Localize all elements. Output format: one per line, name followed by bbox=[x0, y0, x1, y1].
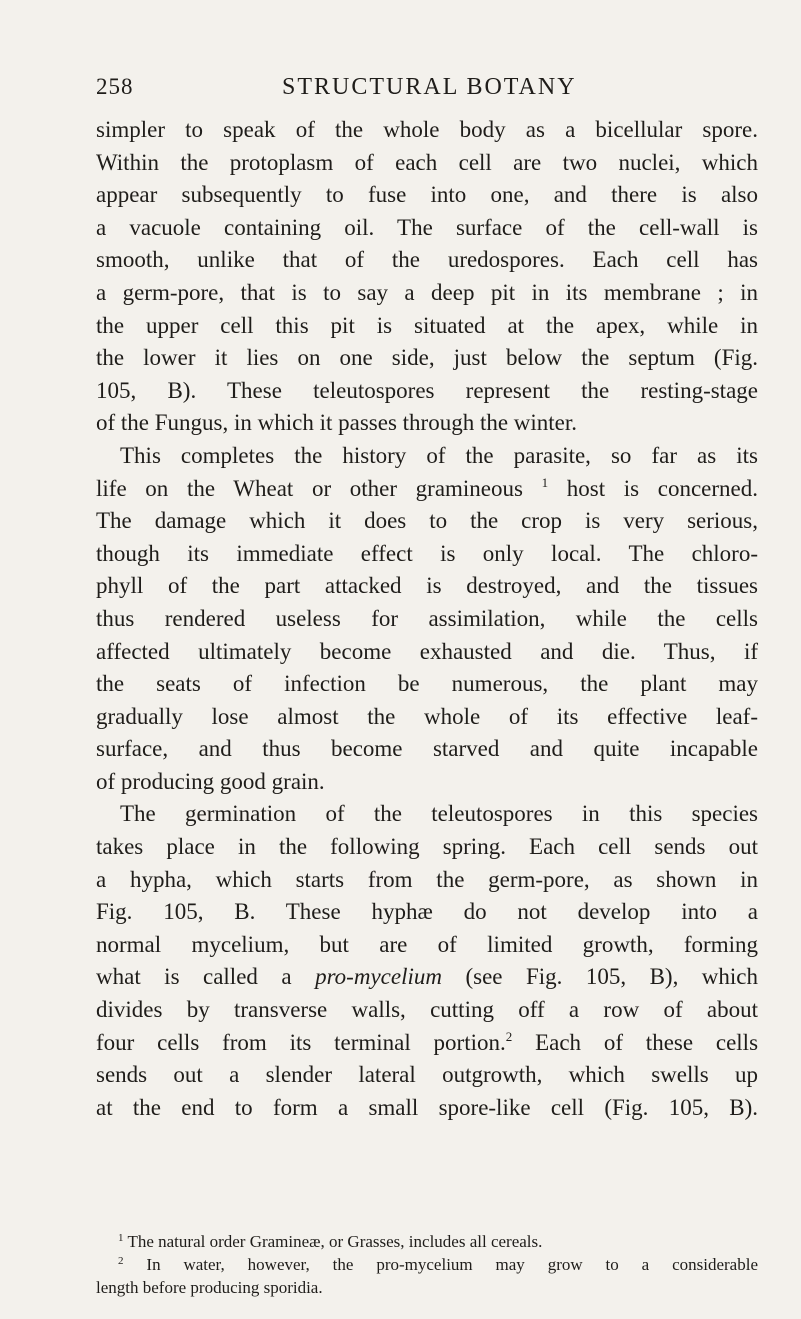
text-fragment: (see Fig. 105, B), which bbox=[465, 964, 759, 990]
text-line: the upper cell this pit is situated at the apex, while in bbox=[96, 312, 758, 338]
text-line: a hypha, which starts from the germ-pore, as shown in bbox=[96, 866, 758, 892]
text-line: of the Fungus, in which it passes through the winter. bbox=[96, 410, 578, 436]
text-fragment: four cells from its terminal portion. bbox=[96, 1029, 506, 1055]
text-line: though its immediate effect is only local. The chloro- bbox=[96, 540, 758, 566]
footnote-text: In water, however, the pro-mycelium may grow to a considerable bbox=[146, 1255, 758, 1274]
text-line: a vacuole containing oil. The surface of the cell-wall is bbox=[96, 214, 758, 240]
text-line bbox=[96, 473, 758, 506]
text-line bbox=[96, 961, 758, 994]
text-line: This completes the history of the parasite, so far as its bbox=[120, 442, 758, 468]
text-line: thus rendered useless for assimilation, while the cells bbox=[96, 605, 758, 631]
text-line bbox=[96, 1027, 758, 1060]
text-line: takes place in the following spring. Each cell sends out bbox=[96, 834, 758, 860]
text-line: gradually lose almost the whole of its effective leaf- bbox=[96, 703, 758, 729]
italic-term: pro-mycelium bbox=[315, 964, 442, 990]
footnote-ref: 2 bbox=[505, 1028, 513, 1044]
text-line: a germ-pore, that is to say a deep pit in its membrane ; in bbox=[96, 279, 758, 305]
text-line: The damage which it does to the crop is very serious, bbox=[96, 508, 758, 534]
text-line: normal mycelium, but are of limited growth, forming bbox=[96, 931, 758, 957]
text-line: 105, B). These teleutospores represent the resting-stage bbox=[96, 377, 758, 403]
text-line: at the end to form a small spore-like cell (Fig. 105, B). bbox=[96, 1094, 758, 1120]
body-text bbox=[96, 114, 758, 1124]
text-line: of producing good grain. bbox=[96, 768, 325, 794]
text-fragment: host is concerned. bbox=[566, 475, 759, 501]
footnote bbox=[96, 1253, 758, 1276]
text-line: phyll of the part attacked is destroyed, and the tissues bbox=[96, 573, 758, 599]
text-line: smooth, unlike that of the uredospores. Each cell has bbox=[96, 247, 758, 273]
footnote-mark: 1 bbox=[118, 1232, 124, 1244]
text-line: Fig. 105, B. These hyphæ do not develop into a bbox=[96, 899, 758, 925]
footnote bbox=[96, 1230, 758, 1253]
page-header bbox=[96, 74, 726, 108]
text-line: affected ultimately become exhausted and die. Thus, if bbox=[96, 638, 758, 664]
text-line: divides by transverse walls, cutting off a row of about bbox=[96, 997, 758, 1023]
text-line: Within the protoplasm of each cell are two nuclei, which bbox=[96, 149, 758, 175]
text-fragment: Each of these cells bbox=[535, 1029, 759, 1055]
text-fragment: life on the Wheat or other gramineous bbox=[96, 475, 523, 501]
footnote-ref: 1 bbox=[541, 474, 549, 490]
text-line: surface, and thus become starved and quite incapable bbox=[96, 736, 758, 762]
text-line: the lower it lies on one side, just below the septum (Fig. bbox=[96, 345, 758, 371]
footnote-mark: 2 bbox=[118, 1255, 124, 1267]
text-line: the seats of infection be numerous, the plant may bbox=[96, 671, 758, 697]
footnote-continuation: length before producing sporidia. bbox=[96, 1278, 323, 1297]
running-head: STRUCTURAL BOTANY bbox=[282, 74, 577, 100]
text-line: simpler to speak of the whole body as a bicellular spore. bbox=[96, 117, 758, 142]
page-number: 258 bbox=[96, 74, 134, 99]
footnotes bbox=[96, 1230, 758, 1299]
text-line: sends out a slender lateral outgrowth, which swells up bbox=[96, 1062, 758, 1088]
text-fragment: what is called a bbox=[96, 964, 292, 990]
text-line: The germination of the teleutospores in this species bbox=[120, 801, 758, 827]
footnote-text: The natural order Gramineæ, or Grasses, includes all cereals. bbox=[127, 1232, 543, 1251]
text-line: appear subsequently to fuse into one, and there is also bbox=[96, 182, 758, 208]
